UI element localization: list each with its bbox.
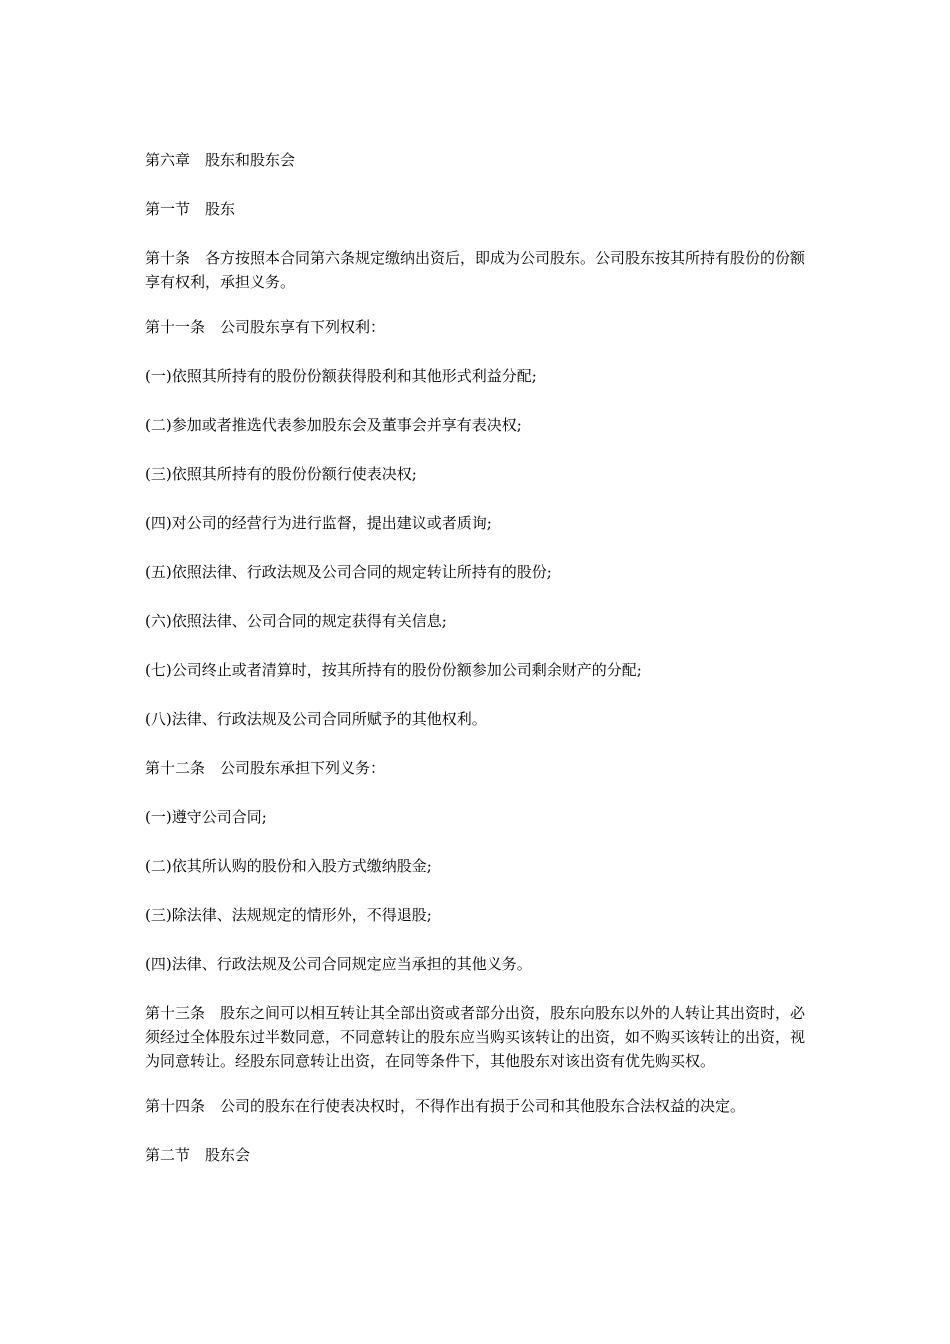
article-13: 第十三条 股东之间可以相互转让其全部出资或者部分出资，股东向股东以外的人转让其出资时，必须经过全体股东过半数同意，不同意转让的股东应当购买该转让的出资，如不购买该转让的出资，视为同意转让。经股东同意转让出资，在同等条件下，其他股东对该出资有优先购买权。 — [145, 1004, 806, 1070]
obligation-item-3: (三)除法律、法规规定的情形外，不得退股; — [145, 906, 432, 924]
right-item-1: (一)依照其所持有的股份份额获得股利和其他形式利益分配; — [145, 367, 537, 385]
obligation-item-2: (二)依其所认购的股份和入股方式缴纳股金; — [145, 857, 432, 875]
right-item-5: (五)依照法律、行政法规及公司合同的规定转让所持有的股份; — [145, 563, 552, 581]
right-item-2: (二)参加或者推选代表参加股东会及董事会并享有表决权; — [145, 416, 522, 434]
right-item-8: (八)法律、行政法规及公司合同所赋予的其他权利。 — [145, 710, 487, 728]
obligation-item-4: (四)法律、行政法规及公司合同规定应当承担的其他义务。 — [145, 955, 532, 973]
document-body — [145, 148, 813, 1192]
obligation-item-1: (一)遵守公司合同; — [145, 808, 267, 826]
right-item-4: (四)对公司的经营行为进行监督，提出建议或者质询; — [145, 514, 492, 532]
right-item-7: (七)公司终止或者清算时，按其所持有的股份份额参加公司剩余财产的分配; — [145, 661, 642, 679]
article-12: 第十二条 公司股东承担下列义务： — [145, 759, 386, 777]
section-heading-shareholders: 第一节 股东 — [145, 200, 236, 218]
section-heading-shareholders-meeting: 第二节 股东会 — [145, 1146, 251, 1164]
article-11: 第十一条 公司股东享有下列权利： — [145, 318, 386, 336]
article-14: 第十四条 公司的股东在行使表决权时，不得作出有损于公司和其他股东合法权益的决定。 — [145, 1097, 746, 1115]
article-10: 第十条 各方按照本合同第六条规定缴纳出资后，即成为公司股东。公司股东按其所持有股份的份额享有权利，承担义务。 — [145, 249, 806, 291]
right-item-3: (三)依照其所持有的股份份额行使表决权; — [145, 465, 417, 483]
right-item-6: (六)依照法律、公司合同的规定获得有关信息; — [145, 612, 447, 630]
chapter-heading: 第六章 股东和股东会 — [145, 151, 296, 169]
